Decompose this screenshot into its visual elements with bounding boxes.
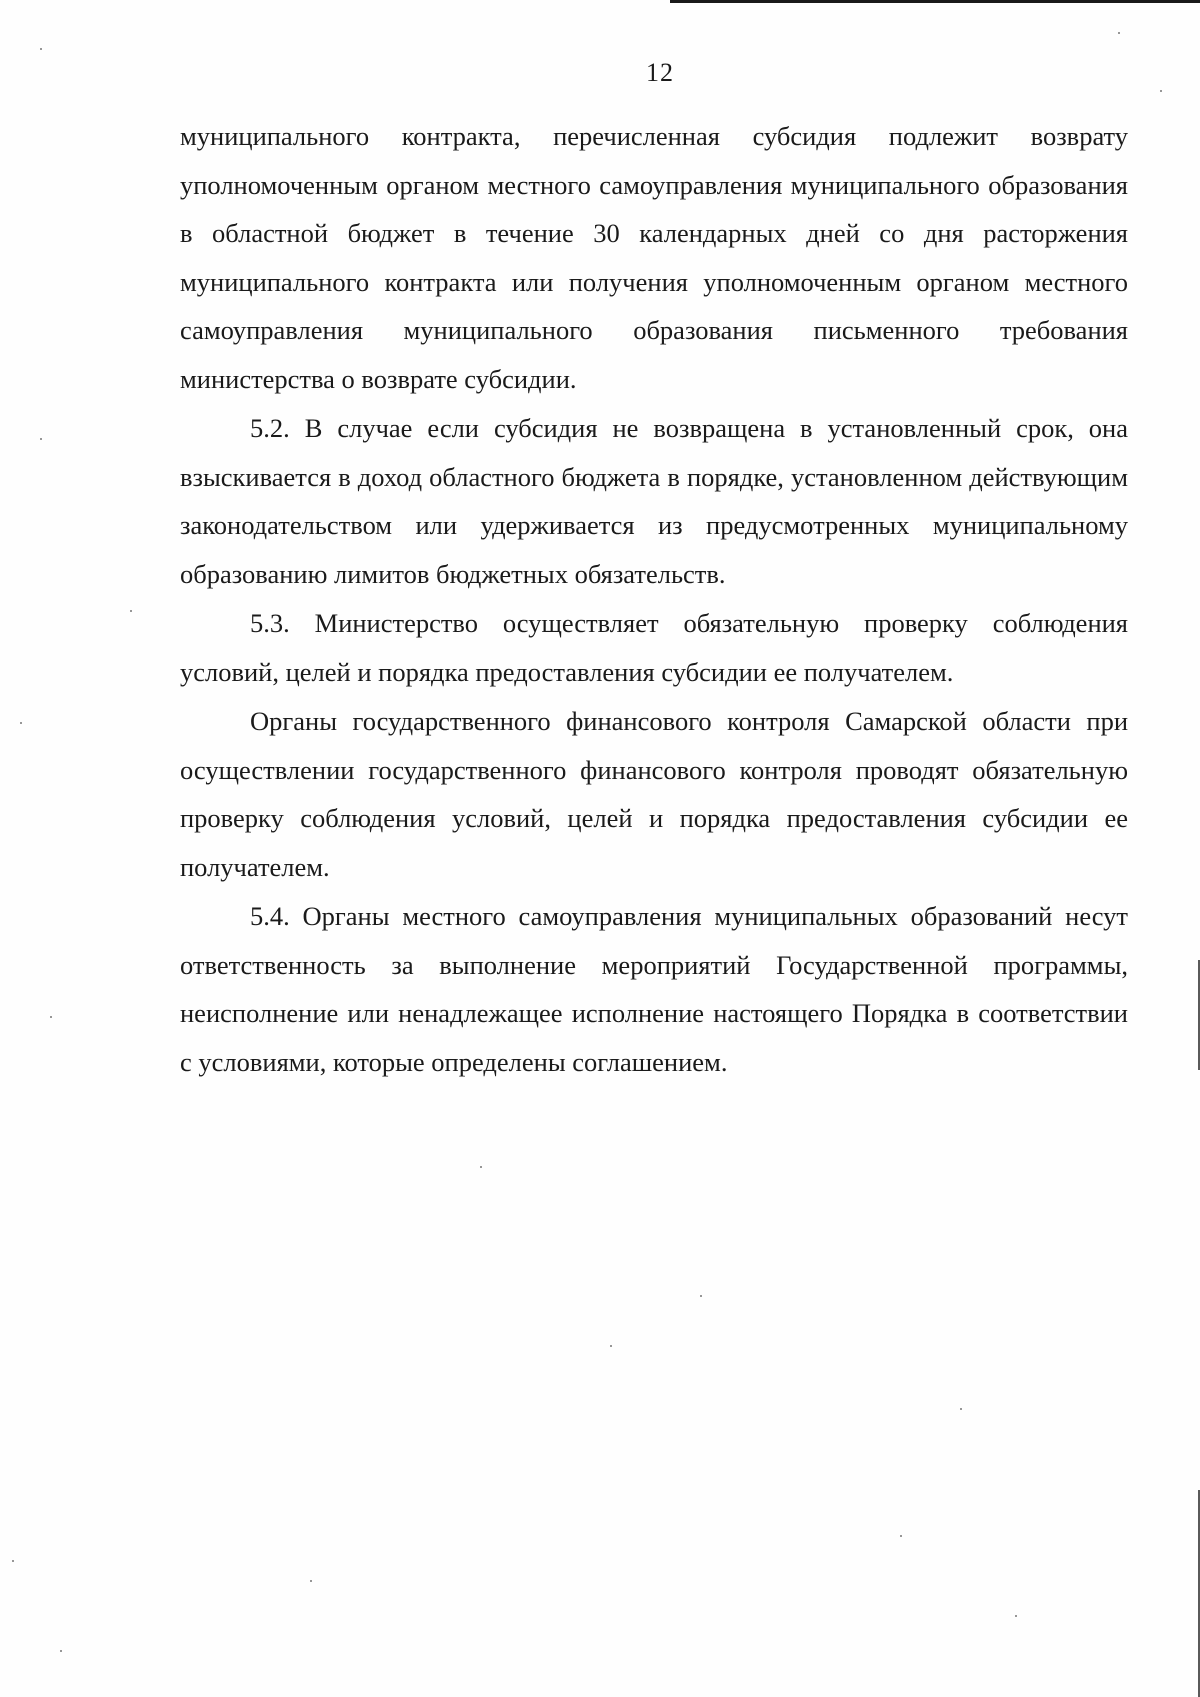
scan-speck [310,1580,312,1582]
scan-speck [12,1560,14,1562]
paragraph-5-4: 5.4. Органы местного самоуправления муниципальных образований несут ответственность за выполнение мероприятий Государственной программы, неисполнение или ненадлежащее исполнение настоящего Порядка в соответствии с условиями, которые определены соглашением. [180,901,1128,1077]
scan-speck [480,1166,482,1168]
paragraph-subsidy-return: муниципального контракта, перечисленная субсидия подлежит возврату уполномоченным органом местного самоуправления муниципального образования в областной бюджет в течение 30 календарных дней со дня расторжения муниципального контракта или получения уполномоченным органом местного самоуправления муниципального образования письменного требования министерства о возврате субсидии. [180,121,1128,394]
scan-speck [20,722,22,724]
scan-speck [40,48,42,50]
scan-top-edge [670,0,1200,3]
scan-speck [960,1408,962,1410]
scan-speck [1118,32,1120,34]
scan-speck [900,1535,902,1537]
scan-speck [130,610,132,612]
paragraph-financial-control: Органы государственного финансового контроля Самарской области при осуществлении государственного финансового контроля проводят обязательную проверку соблюдения условий, целей и порядка предоставления субсидии ее получателем. [180,706,1128,882]
scan-speck [50,1016,52,1018]
scan-speck [1015,1615,1017,1617]
paragraph-5-3: 5.3. Министерство осуществляет обязательную проверку соблюдения условий, целей и порядка предоставления субсидии ее получателем. [180,608,1128,687]
paragraph-5-2: 5.2. В случае если субсидия не возвращена в установленный срок, она взыскивается в доход областного бюджета в порядке, установленном действующим законодательством или удерживается из предусмотренных муниципальному образованию лимитов бюджетных обязательств. [180,413,1128,589]
scan-speck [700,1295,702,1297]
page-number: 12 [646,58,674,87]
scan-speck [610,1345,612,1347]
scan-speck [1160,90,1162,92]
scan-speck [60,1650,62,1652]
scan-speck [40,438,42,440]
document-body [180,112,1128,1086]
